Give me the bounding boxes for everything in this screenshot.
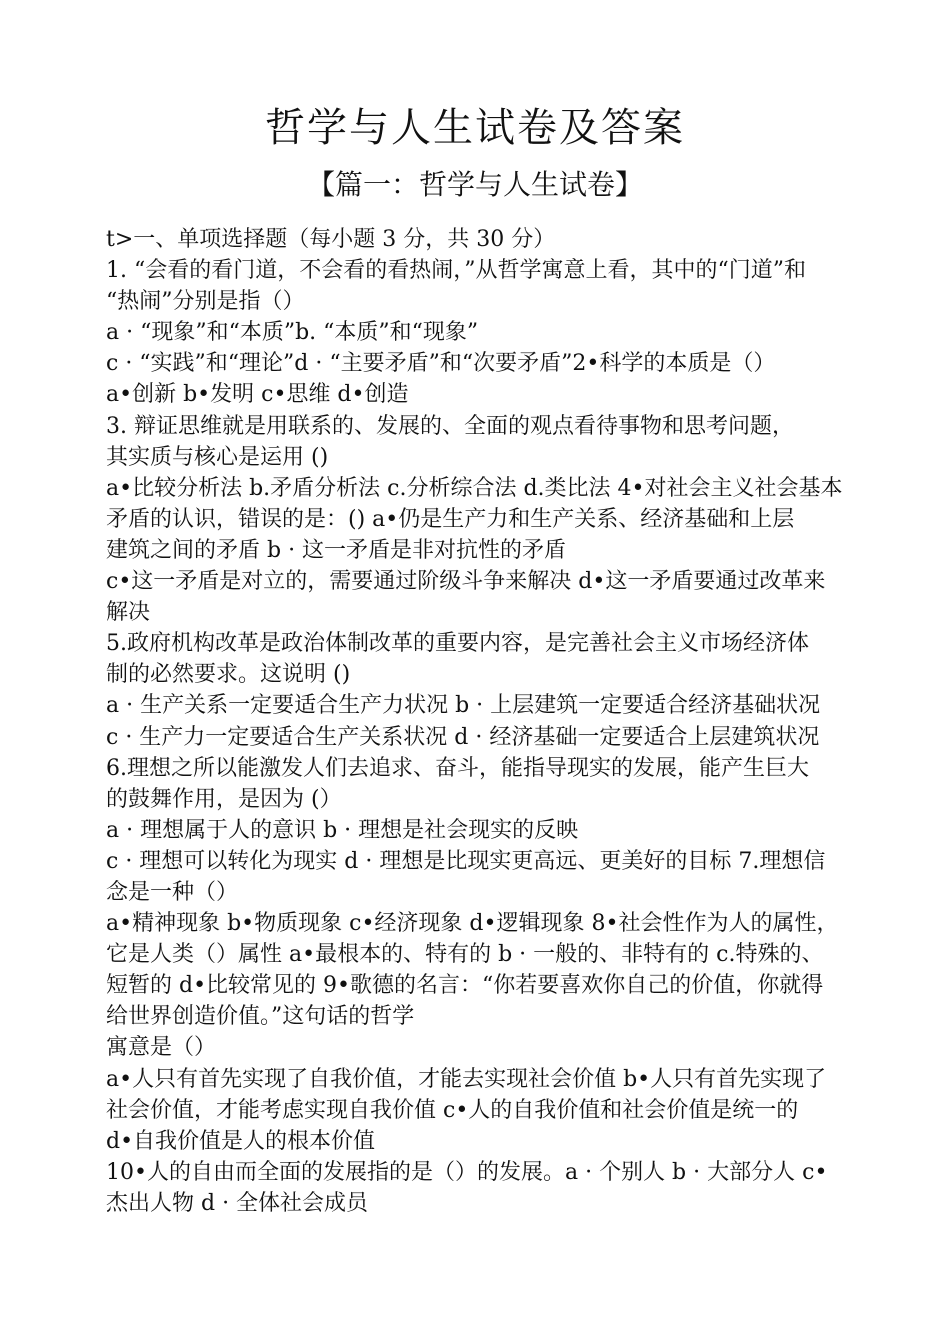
text-line: a•创新 b•发明 c•思维 d•创造 [106, 382, 409, 408]
text-line: c•这一矛盾是对立的，需要通过阶级斗争来解决 d•这一矛盾要通过改革来 [106, 569, 826, 595]
text-line: 社会价值，才能考虑实现自我价值 c•人的自我价值和社会价值是统一的 [106, 1097, 799, 1123]
section-heading: 【篇一：哲学与人生试卷】 [306, 168, 643, 201]
text-line: c · 理想可以转化为现实 d · 理想是比现实更高远、更美好的目标 7.理想信 [106, 848, 826, 874]
text-line: 杰出人物 d · 全体社会成员 [106, 1190, 369, 1216]
text-line: 1. “会看的看门道，不会看的看热闹，”从哲学寓意上看，其中的“门道”和 [106, 258, 806, 284]
text-line: t>一、单项选择题（每小题 3 分，共 30 分） [106, 227, 556, 252]
text-line: 其实质与核心是运用 () [106, 444, 329, 470]
text-line: 的鼓舞作用，是因为 (） [106, 786, 342, 812]
text-line: 制的必然要求。这说明 () [106, 662, 351, 688]
text-line: a•人只有首先实现了自我价值，才能去实现社会价值 b•人只有首先实现了 [106, 1066, 827, 1092]
text-line: 3. 辩证思维就是用联系的、发展的、全面的观点看待事物和思考问题， [106, 413, 794, 439]
text-line: 矛盾的认识，错误的是：() a•仍是生产力和生产关系、经济基础和上层 [106, 506, 795, 532]
text-line: 给世界创造价值。”这句话的哲学 [106, 1004, 415, 1030]
text-line: 5.政府机构改革是政治体制改革的重要内容，是完善社会主义市场经济体 [106, 631, 809, 657]
text-line: a•精神现象 b•物质现象 c•经济现象 d•逻辑现象 8•社会性作为人的属性， [106, 911, 839, 937]
text-line: 念是一种（） [106, 879, 239, 905]
text-line: 它是人类（）属性 a•最根本的、特有的 b · 一般的、非特有的 c.特殊的、 [106, 942, 824, 968]
document-title: 哲学与人生试卷及答案 [265, 105, 685, 151]
text-line: 6.理想之所以能激发人们去追求、奋斗，能指导现实的发展，能产生巨大 [106, 755, 809, 781]
text-line: a · 理想属于人的意识 b · 理想是社会现实的反映 [106, 817, 579, 843]
text-line: 建筑之间的矛盾 b · 这一矛盾是非对抗性的矛盾 [106, 537, 567, 563]
text-line: a · “现象”和“本质”b. “本质”和“现象” [106, 320, 479, 346]
text-line: a•比较分析法 b.矛盾分析法 c.分析综合法 d.类比法 4•对社会主义社会基本 [106, 475, 843, 501]
text-line: 解决 [106, 600, 151, 626]
text-line: d•自我价值是人的根本价值 [106, 1128, 376, 1154]
text-line: “热闹”分别是指（） [106, 289, 305, 315]
document-body [106, 224, 866, 1219]
text-line: 10•人的自由而全面的发展指的是（）的发展。a · 个别人 b · 大部分人 c• [106, 1159, 828, 1185]
text-line: c · “实践”和“理论”d · “主要矛盾”和“次要矛盾”2•科学的本质是（） [106, 351, 776, 377]
text-line: 短暂的 d•比较常见的 9•歌德的名言：“你若要喜欢你自己的价值，你就得 [106, 973, 824, 999]
text-line: a · 生产关系一定要适合生产力状况 b · 上层建筑一定要适合经济基础状况 [106, 693, 821, 719]
text-line: 寓意是（） [106, 1035, 217, 1061]
text-line: c · 生产力一定要适合生产关系状况 d · 经济基础一定要适合上层建筑状况 [106, 724, 820, 750]
